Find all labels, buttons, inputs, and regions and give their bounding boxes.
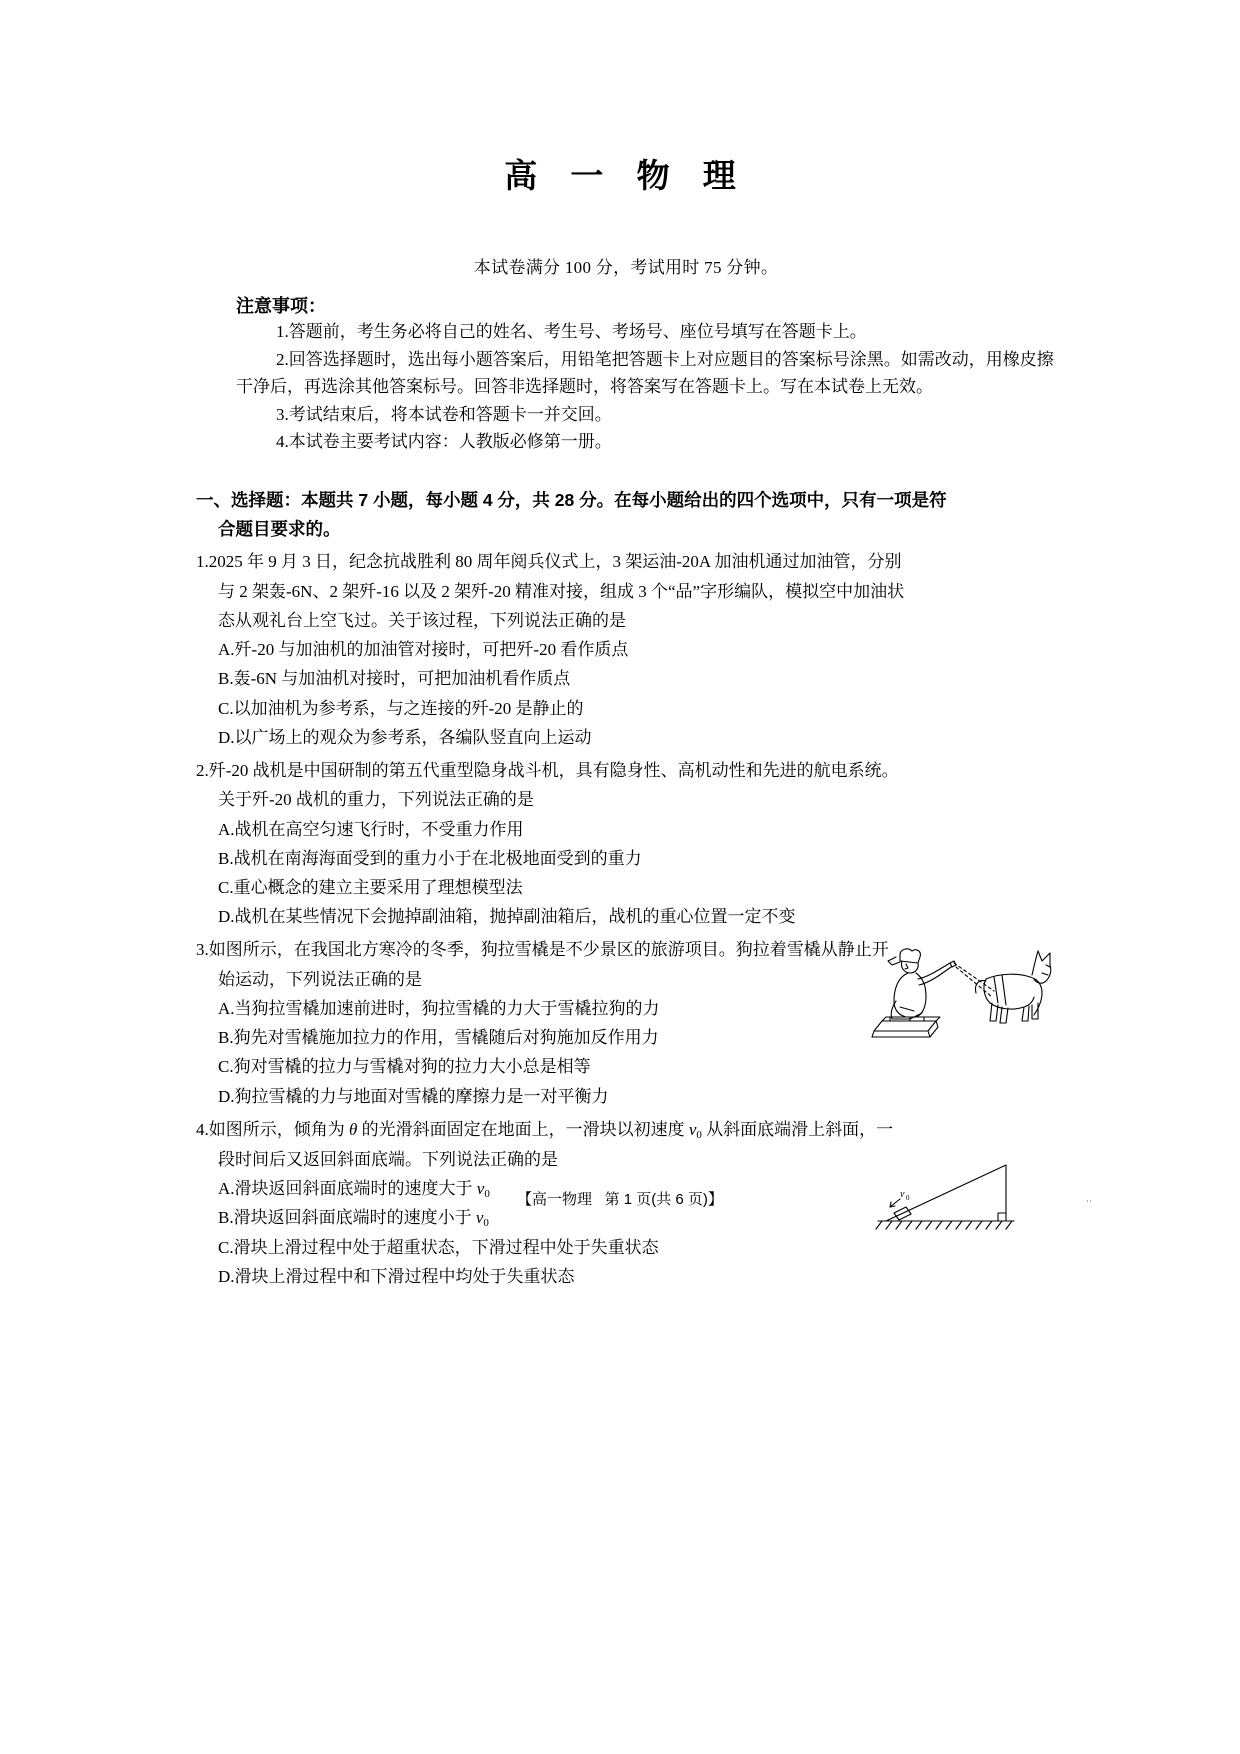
question-1 (196, 547, 1056, 752)
question-1-option-b: B.轰-6N 与加油机对接时，可把加油机看作质点 (218, 669, 571, 689)
question-2-option-a: A.战机在高空匀速飞行时，不受重力作用 (218, 819, 524, 839)
question-3 (196, 935, 1056, 1110)
notes-title: 注意事项： (236, 296, 326, 316)
question-3-option-b: B.狗先对雪橇施加拉力的作用，雪橇随后对狗施加反作用力 (218, 1028, 659, 1048)
footer-bracket-right: 】 (707, 1191, 723, 1208)
question-2-option-c: C.重心概念的建立主要采用了理想模型法 (218, 877, 523, 897)
section-heading-choice (196, 486, 1056, 544)
question-4-stem-p1: 如图所示，倾角为 (208, 1119, 349, 1139)
question-1-stem-line3: 态从观礼台上空飞过。关于该过程，下列说法正确的是 (218, 610, 626, 630)
question-1-number: 1. (196, 552, 209, 572)
question-2 (196, 756, 1056, 931)
question-2-stem (196, 756, 1056, 814)
question-4-option-a-var: v (476, 1178, 485, 1198)
question-4-option-c-text: 滑块上滑过程中处于超重状态，下滑过程中处于失重状态 (233, 1238, 659, 1258)
section-heading-line1: 一、选择题：本题共 7 小题，每小题 4 分，共 28 分。在每小题给出的四个选项中，只有一项是符 (196, 489, 947, 510)
question-3-stem-line1: 如图所示，在我国北方寒冷的冬季，狗拉雪橇是不少景区的旅游项目。狗拉着雪橇从静止开 (208, 940, 889, 960)
question-2-option-b: B.战机在南海海面受到的重力小于在北极地面受到的重力 (218, 848, 642, 868)
question-4-v0-sub: 0 (696, 1128, 702, 1141)
question-4-option-b-sub: 0 (483, 1217, 489, 1230)
question-4-option-c (196, 1233, 800, 1262)
note-item: 1.答题前，考生务必将自己的姓名、考生号、考场号、座位号填写在答题卡上。 (276, 322, 867, 341)
paper-body (196, 120, 1056, 1292)
note-item: 3.考试结束后，将本试卷和答题卡一并交回。 (276, 404, 612, 424)
question-1-stem-line1: 2025 年 9 月 3 日，纪念抗战胜利 80 周年阅兵仪式上，3 架运油-20A 加油机通过加油管，分别 (208, 552, 902, 572)
question-4-v0: v (688, 1119, 697, 1139)
question-3-number: 3. (196, 940, 209, 960)
question-4-option-b-var: v (475, 1208, 484, 1228)
notes-block (196, 292, 1056, 456)
question-3-option-d: D.狗拉雪橇的力与地面对雪橇的摩擦力是一对平衡力 (218, 1086, 609, 1106)
question-4-option-d-label: D. (218, 1267, 235, 1287)
question-4-option-d-text: 滑块上滑过程中和下滑过程中均处于失重状态 (234, 1267, 575, 1287)
footer-corner-mark: ·· (1086, 1196, 1092, 1206)
page-title: 高 一 物 理 (504, 157, 748, 194)
footer-page: 第 1 页(共 6 页) (604, 1191, 708, 1208)
footer-bracket-left: 【 (517, 1191, 533, 1208)
dog-sled-figure (866, 935, 1056, 1050)
question-4-option-b-text: 滑块返回斜面底端时的速度小于 (233, 1208, 476, 1228)
section-heading-line2: 合题目要求的。 (218, 518, 341, 539)
question-1-stem (196, 547, 1056, 635)
question-3-option-a: A.当狗拉雪橇加速前进时，狗拉雪橇的力大于雪橇拉狗的力 (218, 998, 660, 1018)
question-4-stem-p3: 从斜面底端滑上斜面，一 (701, 1119, 894, 1139)
question-2-option-d: D.战机在某些情况下会抛掉副油箱，抛掉副油箱后，战机的重心位置一定不变 (218, 907, 796, 927)
question-1-option-a: A.歼-20 与加油机的加油管对接时，可把歼-20 看作质点 (218, 640, 629, 660)
note-item: 4.本试卷主要考试内容：人教版必修第一册。 (276, 432, 612, 452)
question-4-option-a-sub: 0 (484, 1187, 490, 1200)
question-4-option-b-label: B. (218, 1208, 234, 1228)
question-4-option-a-label: A. (218, 1178, 235, 1198)
question-3-stem-line2: 始运动，下列说法正确的是 (218, 969, 422, 989)
question-3-option-c: C.狗对雪橇的拉力与雪橇对狗的拉力大小总是相等 (218, 1057, 591, 1077)
question-4-theta: θ (349, 1119, 358, 1139)
question-1-option-c: C.以加油机为参考系，与之连接的歼-20 是静止的 (218, 698, 584, 718)
question-2-stem-line1: 歼-20 战机是中国研制的第五代重型隐身战斗机，具有隐身性、高机动性和先进的航电系统。 (208, 761, 899, 781)
question-1-option-d: D.以广场上的观众为参考系，各编队竖直向上运动 (218, 727, 592, 747)
question-4-option-d (196, 1262, 800, 1291)
question-4-number: 4. (196, 1119, 209, 1139)
question-4-stem-p2: 的光滑斜面固定在地面上，一滑块以初速度 (357, 1119, 689, 1139)
note-item: 2.回答选择题时，选出每小题答案后，用铅笔把答题卡上对应题目的答案标号涂黑。如需改动，用橡皮擦干净后，再选涂其他答案标号。回答非选择题时，将答案写在答题卡上。写在本试卷上无效。 (236, 349, 1054, 397)
question-2-number: 2. (196, 761, 209, 781)
question-1-stem-line2: 与 2 架轰-6N、2 架歼-16 以及 2 架歼-20 精准对接，组成 3 个“品”字形编队，模拟空中加油状 (218, 581, 905, 601)
question-4-option-a-text: 滑块返回斜面底端时的速度大于 (234, 1178, 477, 1198)
page-footer (0, 1188, 1240, 1209)
question-4-option-c-label: C. (218, 1238, 234, 1258)
question-2-stem-line2: 关于歼-20 战机的重力，下列说法正确的是 (218, 790, 534, 810)
footer-subject: 高一物理 (532, 1191, 593, 1208)
incline-velocity-sub: 0 (906, 1193, 910, 1202)
incline-velocity-label: v (900, 1188, 905, 1200)
exam-meta: 本试卷满分 100 分，考试用时 75 分钟。 (473, 258, 779, 277)
question-4-stem-line2: 段时间后又返回斜面底端。下列说法正确的是 (218, 1149, 558, 1169)
